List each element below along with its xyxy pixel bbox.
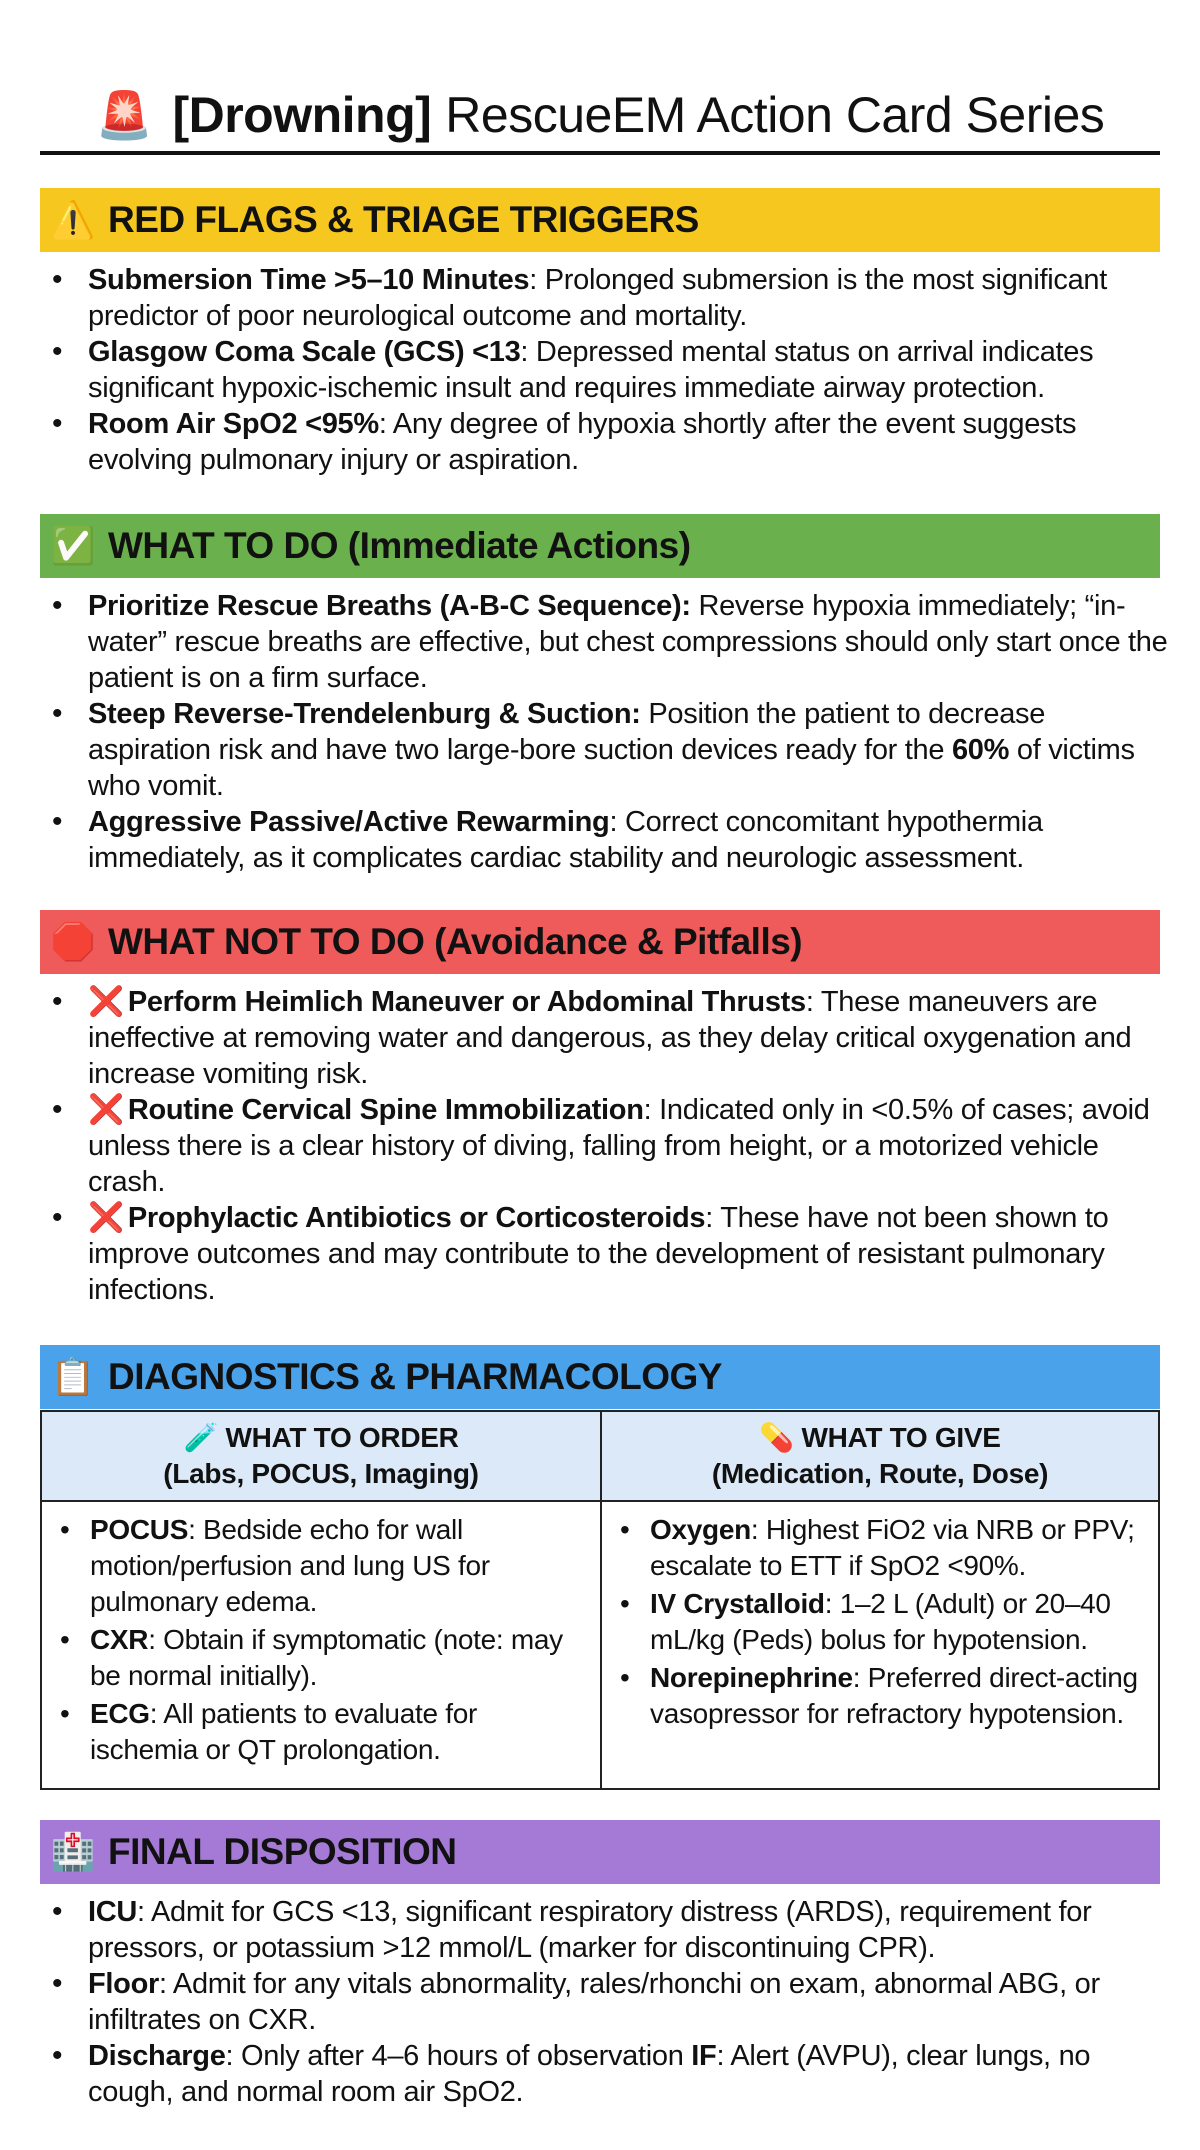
section-heading: WHAT NOT TO DO (Avoidance & Pitfalls)	[108, 921, 803, 962]
item-text: : Preferred direct-acting vasopressor for refractory hypotension.	[650, 1662, 1138, 1729]
check-icon: ✅	[50, 525, 96, 566]
list-item	[40, 262, 1175, 334]
pill-icon: 💊	[759, 1422, 794, 1453]
list-item	[40, 2038, 1175, 2110]
red-flags-header	[40, 188, 1160, 252]
section-heading: RED FLAGS & TRIAGE TRIGGERS	[108, 199, 699, 240]
list-item	[40, 588, 1175, 696]
item-label: CXR	[90, 1624, 149, 1655]
list-item	[54, 1622, 582, 1694]
stop-sign-icon: 🛑	[50, 921, 96, 962]
red-flags-list	[40, 262, 1175, 478]
item-text: : Obtain if symptomatic (note: may be normal initially).	[90, 1624, 563, 1691]
what-to-do-header	[40, 514, 1160, 578]
column-subtitle: (Medication, Route, Dose)	[711, 1458, 1049, 1489]
test-tube-icon: 🧪	[183, 1422, 219, 1453]
item-text: : These maneuvers are ineffective at removing water and dangerous, as they delay critical oxygenation and increase vomiting risk.	[88, 986, 1132, 1090]
item-text: of victims who vomit.	[88, 734, 1135, 802]
item-text: Reverse hypoxia immediately; “in-water” rescue breaths are effective, but chest compressions should only start once the patient is on a firm surface.	[88, 590, 1168, 694]
list-item	[614, 1512, 1140, 1584]
list-item	[614, 1660, 1140, 1732]
item-label: IV Crystalloid	[650, 1588, 825, 1619]
what-to-give-column	[600, 1412, 1158, 1788]
item-text: : Alert (AVPU), clear lungs, no cough, and normal room air SpO2.	[88, 2040, 1091, 2108]
item-label: Prophylactic Antibiotics or Corticosteroids	[127, 1202, 706, 1234]
item-label: Floor	[88, 1968, 159, 2000]
hospital-icon: 🏥	[50, 1831, 96, 1872]
item-label: Aggressive Passive/Active Rewarming	[88, 806, 610, 838]
item-text: : Highest FiO2 via NRB or PPV; escalate to ETT if SpO2 <90%.	[650, 1514, 1135, 1581]
give-list	[602, 1502, 1158, 1732]
cross-mark-icon: ❌	[88, 1202, 124, 1234]
section-heading: WHAT TO DO (Immediate Actions)	[108, 525, 691, 566]
section-heading: DIAGNOSTICS & PHARMACOLOGY	[108, 1356, 722, 1397]
item-label: Routine Cervical Spine Immobilization	[127, 1094, 644, 1126]
list-item	[614, 1586, 1140, 1658]
diagnostics-header	[40, 1345, 1160, 1409]
disposition-list	[40, 1894, 1175, 2110]
title-topic: [Drowning]	[172, 87, 432, 143]
item-label: Discharge	[88, 2040, 226, 2072]
item-text: : Prolonged submersion is the most significant predictor of poor neurological outcome and mortality.	[88, 264, 1108, 332]
item-highlight: IF	[691, 2040, 717, 2072]
what-not-to-do-list	[40, 984, 1175, 1308]
list-item	[54, 1512, 582, 1620]
item-label: Norepinephrine	[650, 1662, 853, 1693]
list-item	[40, 984, 1175, 1092]
item-text: : Correct concomitant hypothermia immediately, as it complicates cardiac stability and neurologic assessment.	[88, 806, 1043, 874]
what-to-do-list	[40, 588, 1175, 876]
item-label: Glasgow Coma Scale (GCS) <13	[88, 336, 521, 368]
item-text: : Any degree of hypoxia shortly after the event suggests evolving pulmonary injury or aspiration.	[88, 408, 1077, 476]
diagnostics-table	[40, 1410, 1160, 1790]
list-item	[40, 1200, 1175, 1308]
item-text: : Admit for any vitals abnormality, rales/rhonchi on exam, abnormal ABG, or infiltrates on CXR.	[88, 1968, 1100, 2036]
item-text: : Admit for GCS <13, significant respiratory distress (ARDS), requirement for pressors, or potassium >12 mmol/L (marker for discontinuing CPR).	[88, 1896, 1092, 1964]
item-text: : 1–2 L (Adult) or 20–40 mL/kg (Peds) bolus for hypotension.	[650, 1588, 1111, 1655]
list-item	[40, 1894, 1175, 1966]
item-label: ICU	[88, 1896, 138, 1928]
item-label: Perform Heimlich Maneuver or Abdominal Thrusts	[127, 986, 806, 1018]
item-label: ECG	[90, 1698, 150, 1729]
list-item	[40, 1966, 1175, 2038]
title-divider	[40, 151, 1160, 155]
item-text: : Only after 4–6 hours of observation	[225, 2040, 692, 2072]
column-title: WHAT TO GIVE	[801, 1422, 1001, 1453]
item-label: Room Air SpO2 <95%	[88, 408, 379, 440]
item-highlight: 60%	[951, 734, 1010, 766]
item-text: : Bedside echo for wall motion/perfusion and lung US for pulmonary edema.	[90, 1514, 490, 1617]
item-label: Prioritize Rescue Breaths (A-B-C Sequence):	[88, 590, 691, 622]
disposition-header	[40, 1820, 1160, 1884]
title-series: RescueEM Action Card Series	[445, 87, 1105, 143]
column-subtitle: (Labs, POCUS, Imaging)	[163, 1458, 479, 1489]
clipboard-icon: 📋	[50, 1356, 96, 1397]
item-label: Steep Reverse-Trendelenburg & Suction:	[88, 698, 641, 730]
list-item	[40, 1092, 1175, 1200]
siren-icon: 🚨	[95, 88, 153, 141]
cross-mark-icon: ❌	[88, 986, 124, 1018]
item-text: : Depressed mental status on arrival indicates significant hypoxic-ischemic insult and requires immediate airway protection.	[88, 336, 1094, 404]
warning-icon: ⚠️	[50, 199, 96, 240]
what-to-order-column	[42, 1412, 600, 1788]
column-header	[602, 1412, 1158, 1502]
order-list	[42, 1502, 600, 1768]
item-text: : Indicated only in <0.5% of cases; avoid unless there is a clear history of diving, falling from height, or a motorized vehicle crash.	[88, 1094, 1150, 1198]
list-item	[40, 406, 1175, 478]
column-header	[42, 1412, 600, 1502]
item-text: : These have not been shown to improve outcomes and may contribute to the development of resistant pulmonary infections.	[88, 1202, 1109, 1306]
list-item	[40, 696, 1175, 804]
list-item	[40, 804, 1175, 876]
item-label: POCUS	[90, 1514, 189, 1545]
item-text: : All patients to evaluate for ischemia or QT prolongation.	[90, 1698, 477, 1765]
column-title: WHAT TO ORDER	[225, 1422, 459, 1453]
what-not-to-do-header	[40, 910, 1160, 974]
section-heading: FINAL DISPOSITION	[108, 1831, 457, 1872]
item-label: Oxygen	[650, 1514, 751, 1545]
list-item	[40, 334, 1175, 406]
cross-mark-icon: ❌	[88, 1094, 124, 1126]
item-label: Submersion Time >5–10 Minutes	[88, 264, 530, 296]
item-text: Position the patient to decrease aspiration risk and have two large-bore suction devices ready for the	[88, 698, 1046, 766]
list-item	[54, 1696, 582, 1768]
